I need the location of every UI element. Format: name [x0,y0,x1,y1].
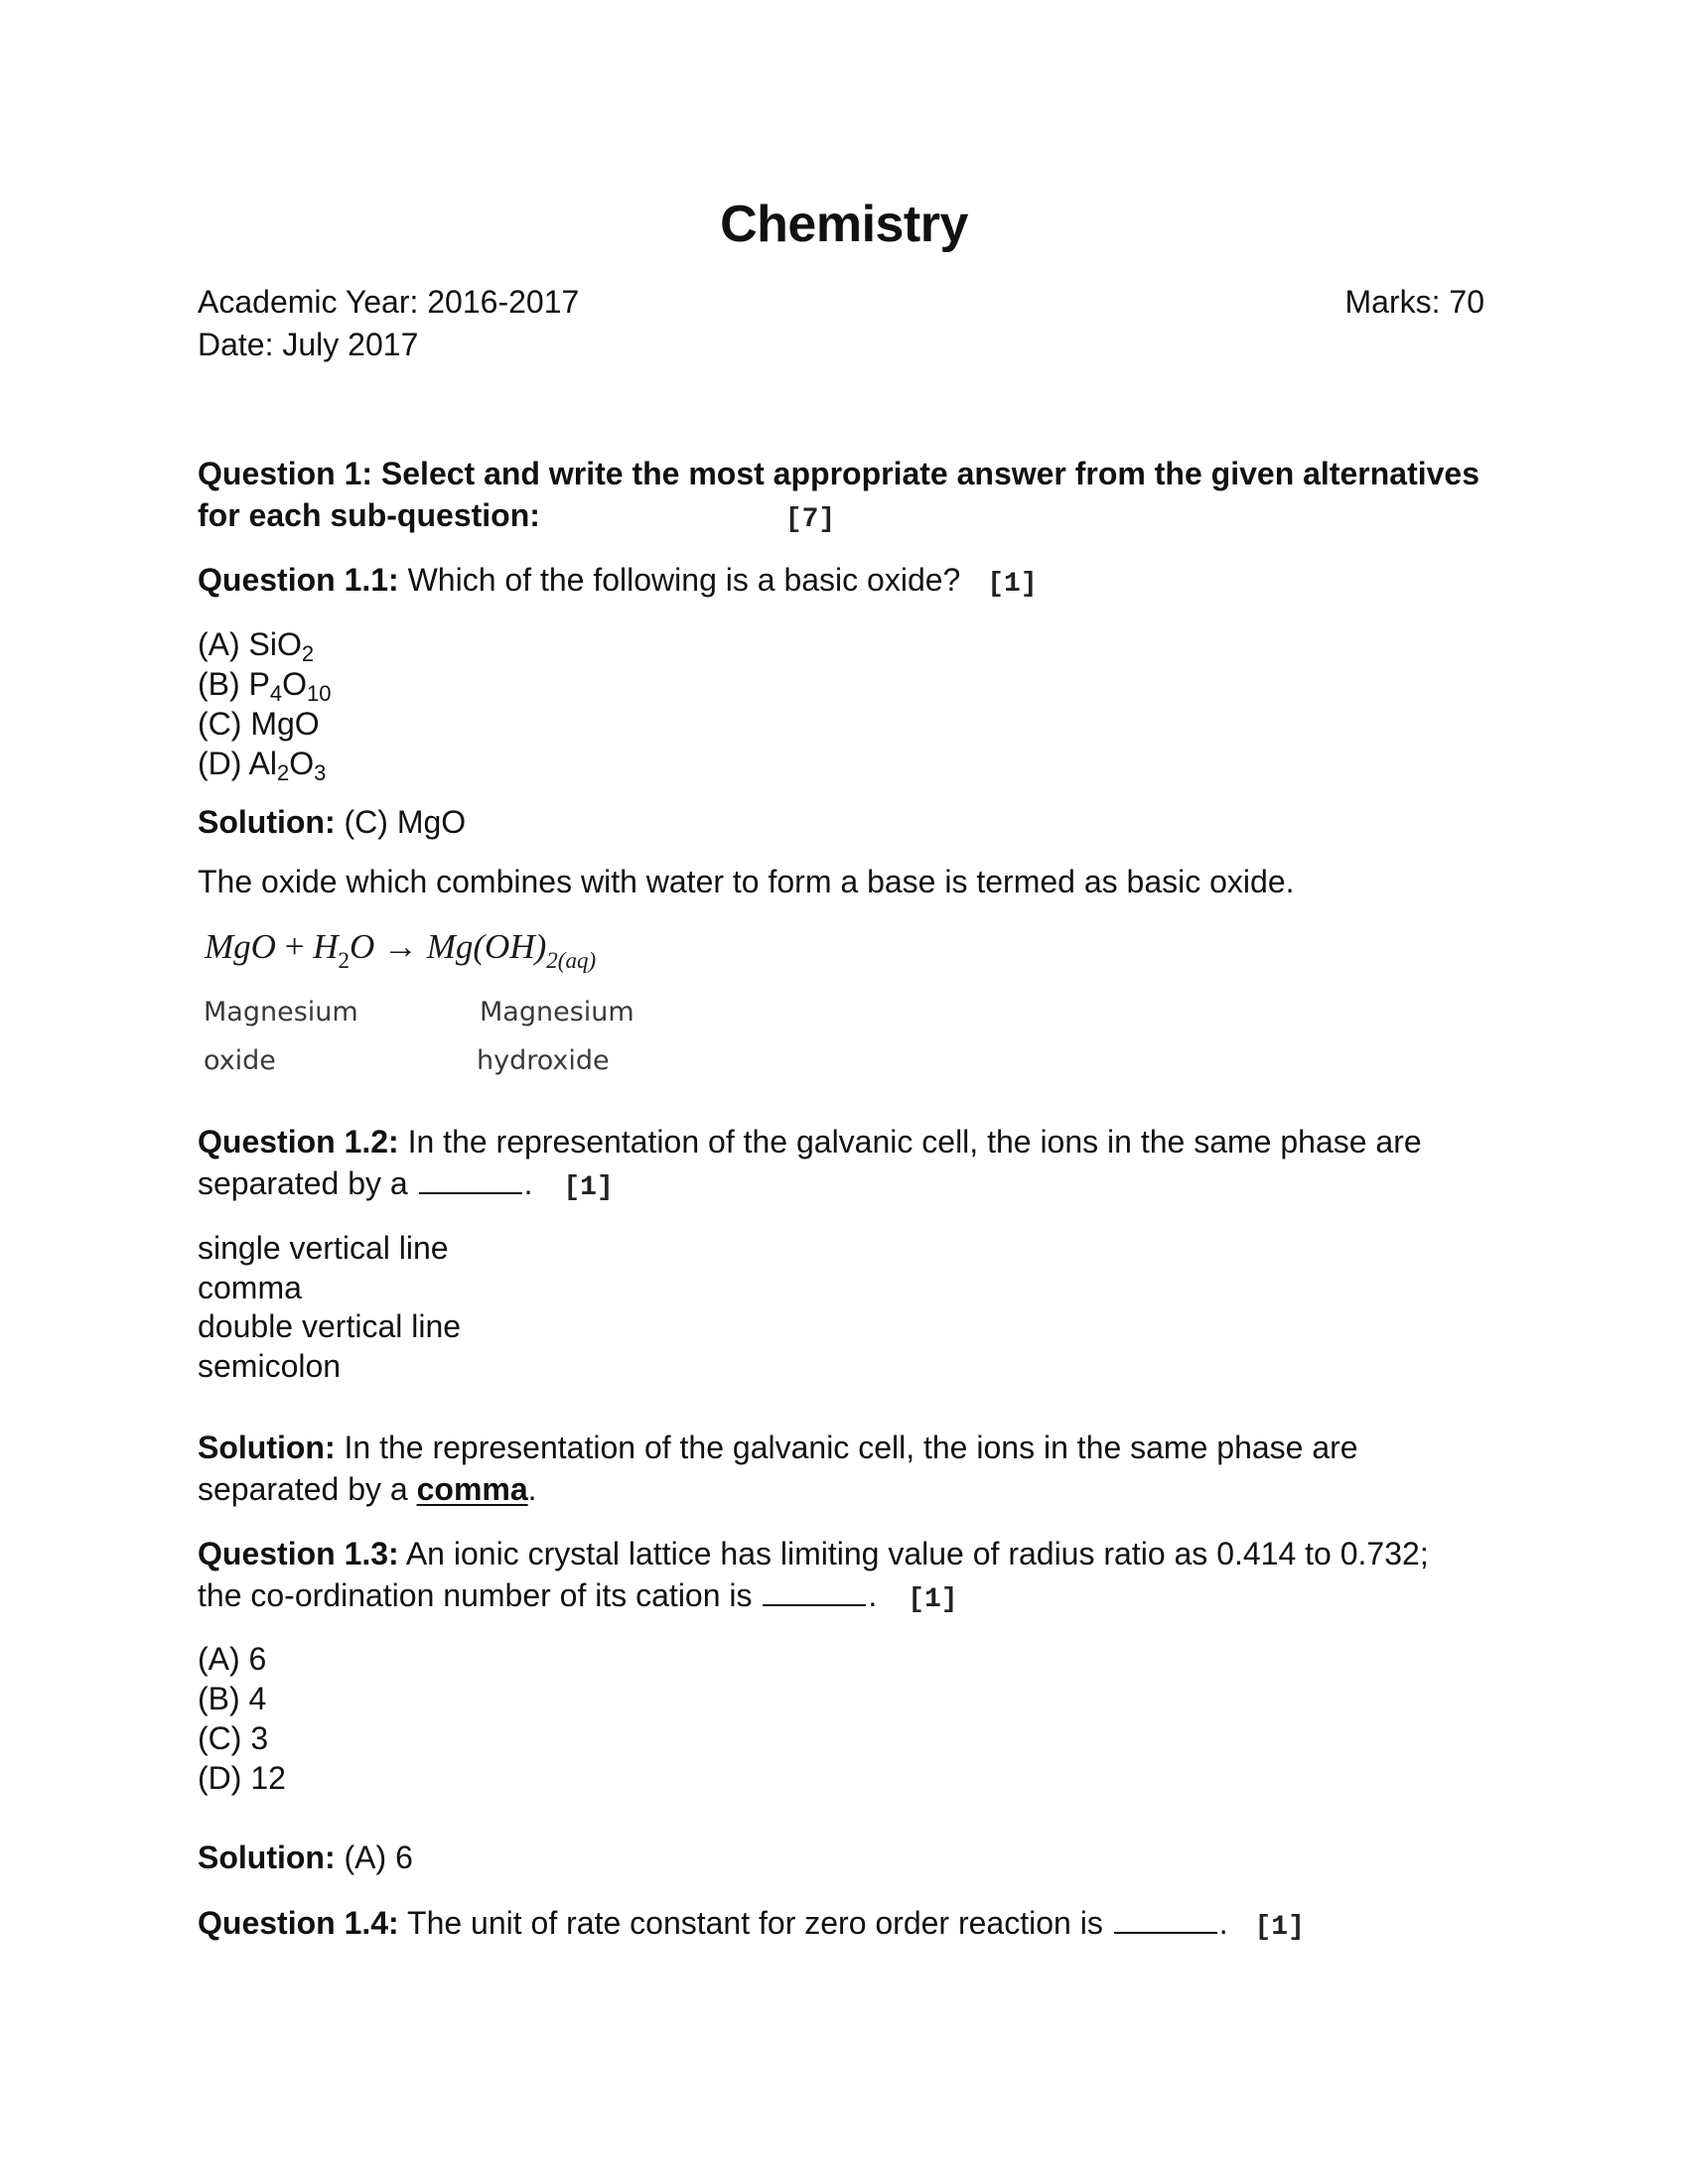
label-magnesium-hydroxide-2: hydroxide [477,1045,610,1076]
question-1-heading: Question 1: Select and write the most appropriate answer from the given alternatives [198,456,1479,491]
question-1-3-cont: the co-ordination number of its cation is . [1] [198,1577,958,1615]
option-c: (C) 3 [198,1720,269,1756]
question-1-3-marks: [1] [908,1584,958,1615]
option-b: (B) $P_4O_{10}$ [198,666,332,706]
option-3: double vertical line [198,1308,462,1344]
option-a: (A) SiO$_2$ [198,626,315,666]
question-1-2: Question 1.2: In the representation of the galvanic cell, the ions in the same phase are [198,1124,1422,1160]
option-b: (B) 4 [198,1681,267,1716]
total-marks: Marks: 70 [1344,284,1484,320]
question-1-1-marks: [1] [987,569,1038,600]
solution-answer: comma [416,1471,528,1507]
label-magnesium-oxide-2: oxide [204,1045,276,1076]
option-d: (D) $Al_2O_3$ [198,746,327,785]
option-d: (D) 12 [198,1760,286,1796]
question-1-3: Question 1.3: An ionic crystal lattice has limiting value of radius ratio as 0.414 to 0.732; [198,1536,1429,1571]
solution-1-2-cont: separated by a comma. [198,1471,537,1507]
solution-1-3: Solution: (A) 6 [198,1840,413,1875]
academic-year: Academic Year: 2016-2017 [198,284,580,320]
question-1-heading-cont: for each sub-question: [7] [198,497,836,535]
question-1-marks: [7] [784,504,836,535]
answer-blank [763,1578,866,1606]
option-1: single vertical line [198,1230,449,1266]
solution-1-2: Solution: In the representation of the galvanic cell, the ions in the same phase are [198,1430,1358,1465]
question-1-2-cont: separated by a . [1] [198,1165,614,1203]
chemical-equation: MgO + $H_2O \to Mg(OH)_{2(aq)}$ [205,927,597,973]
option-c: (C) MgO [198,706,320,742]
answer-blank [419,1166,522,1194]
question-1-1: Question 1.1: Which of the following is a basic oxide? [1] [198,562,1038,600]
exam-date: Date: July 2017 [198,327,419,362]
question-1-4: Question 1.4: The unit of rate constant for zero order reaction is . [1] [198,1905,1305,1943]
page-title: Chemistry [720,196,968,253]
option-2: comma [198,1270,302,1305]
question-1-4-marks: [1] [1254,1912,1305,1943]
label-magnesium-hydroxide-1: Magnesium [480,997,634,1027]
option-4: semicolon [198,1348,342,1384]
option-a: (A) 6 [198,1641,267,1677]
explanation-1-1: The oxide which combines with water to form a base is termed as basic oxide. [198,864,1295,899]
answer-blank [1114,1906,1217,1934]
solution-1-1: Solution: (C) MgO [198,804,467,840]
label-magnesium-oxide-1: Magnesium [204,997,358,1027]
question-1-2-marks: [1] [563,1172,614,1203]
